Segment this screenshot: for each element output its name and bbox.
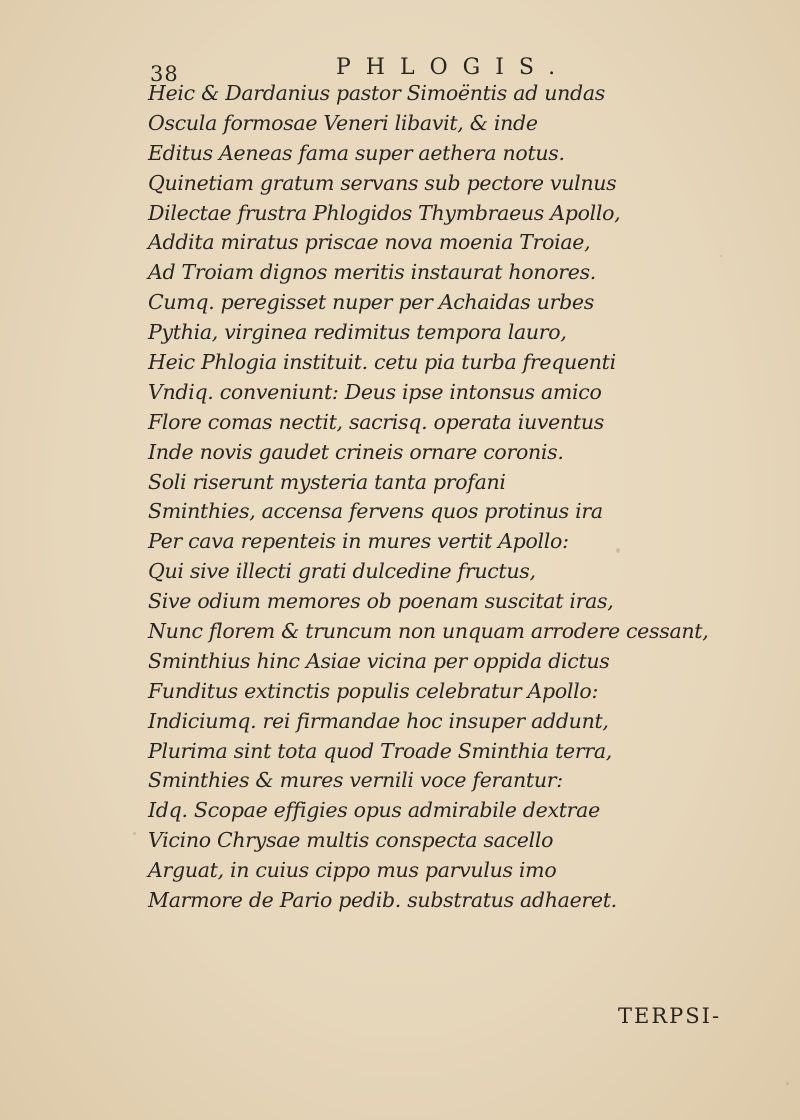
verse-line: Sive odium memores ob poenam suscitat iras,	[148, 589, 614, 614]
verse-line: Heic Phlogia instituit. cetu pia turba frequenti	[148, 350, 616, 375]
verse-line: Oscula formosae Veneri libavit, & inde	[148, 110, 538, 135]
verse-line: Addita miratus priscae nova moenia Troiae,	[148, 230, 591, 255]
paper-speck	[720, 255, 722, 257]
paper-speck	[133, 832, 136, 835]
verse-line: Ad Troiam dignos meritis instaurat honores.	[148, 260, 597, 285]
paper-speck	[786, 1082, 789, 1085]
verse-line: Heic & Dardanius pastor Simoëntis ad undas	[148, 81, 605, 105]
paper-speck	[616, 548, 620, 553]
verse-line: Qui sive illecti grati dulcedine fructus,	[148, 559, 536, 584]
verse-line: Pythia, virginea redimitus tempora lauro,	[148, 320, 567, 345]
verse-line: Soli riserunt mysteria tanta profani	[148, 469, 506, 494]
verse-line: Sminthius hinc Asiae vicina per oppida dictus	[148, 648, 610, 673]
running-head: PHLOGIS.	[336, 55, 571, 80]
verse-line: Sminthies & mures vernili voce ferantur:	[148, 768, 563, 793]
verse-line: Vicino Chrysae multis conspecta sacello	[148, 828, 554, 853]
verse-line: Inde novis gaudet crineis ornare coronis.	[148, 439, 564, 464]
verse-line: Funditus extinctis populis celebratur Apollo:	[148, 678, 599, 703]
verse-line: Indiciumq. rei firmandae hoc insuper addunt,	[148, 708, 609, 733]
verse-line: Sminthies, accensa fervens quos protinus ira	[148, 499, 603, 524]
verse-line: Idq. Scopae effigies opus admirabile dextrae	[148, 798, 600, 823]
verse-line: Flore comas nectit, sacrisq. operata iuventus	[148, 409, 604, 434]
verse-line: Marmore de Pario pedib. substratus adhaeret.	[148, 888, 617, 913]
verse-line: Dilectae frustra Phlogidos Thymbraeus Apollo,	[148, 200, 621, 225]
catchword: TERPSI-	[618, 1004, 722, 1028]
verse-line: Editus Aeneas fama super aethera notus.	[148, 140, 565, 165]
page-number: 38	[150, 62, 179, 86]
verse-line: Arguat, in cuius cippo mus parvulus imo	[148, 858, 557, 883]
verse-line: Per cava repenteis in mures vertit Apollo:	[148, 529, 569, 554]
verse-line: Plurima sint tota quod Troade Sminthia terra,	[148, 738, 612, 763]
verse-block	[148, 78, 788, 915]
verse-line: Cumq. peregisset nuper per Achaidas urbes	[148, 290, 594, 315]
verse-line: Vndiq. conveniunt: Deus ipse intonsus amico	[148, 379, 602, 404]
verse-line: Nunc florem & truncum non unquam arrodere cessant,	[148, 619, 709, 644]
verse-line: Quinetiam gratum servans sub pectore vulnus	[148, 170, 617, 195]
